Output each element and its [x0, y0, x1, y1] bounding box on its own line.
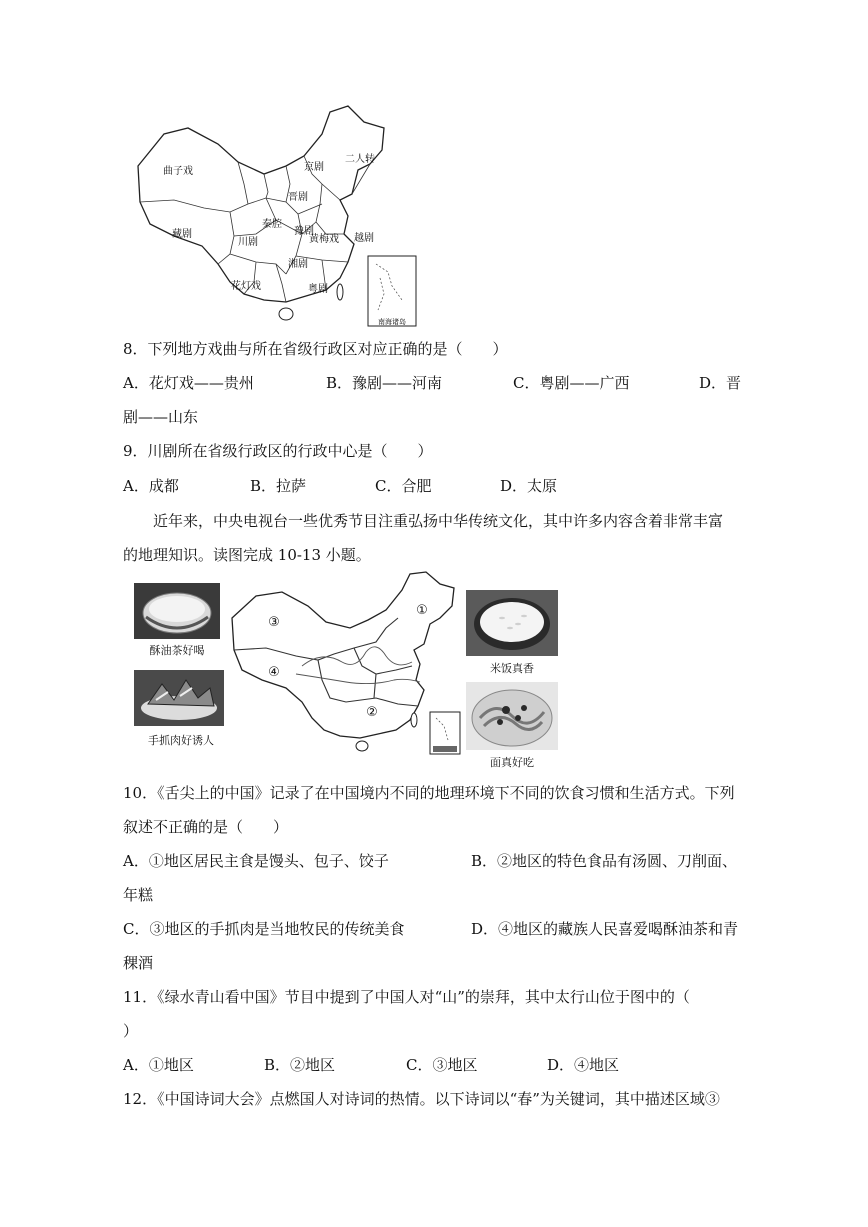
south-china-sea-inset: [368, 256, 416, 326]
label-qinqiang: 秦腔: [262, 219, 282, 230]
q10-option-d-wrap: 稞酒: [123, 954, 154, 972]
taiwan-island: [337, 284, 343, 300]
question-12-line-1: 12．《中国诗词大会》点燃国人对诗词的热情。以下诗词以“春”为关键词，其中描述区域③: [123, 1090, 720, 1108]
q9-option-a: A．成都: [123, 477, 179, 495]
q8-option-a: A．花灯戏——贵州: [123, 374, 254, 392]
q10-option-b-wrap: 年糕: [123, 886, 154, 904]
label-chuanju: 川剧: [238, 237, 258, 248]
label-jingju: 京剧: [304, 162, 324, 173]
q8-option-c: C．粤剧——广西: [513, 374, 630, 392]
label-errenzhuan: 二人转: [345, 154, 375, 165]
china-region-map: [226, 570, 466, 756]
q10-option-b: B．②地区的特色食品有汤圆、刀削面、: [471, 852, 738, 870]
rice-photo: [466, 590, 558, 656]
china-outline: [232, 572, 454, 738]
china-outline: [138, 106, 384, 302]
label-quzixi: 曲子戏: [163, 166, 193, 177]
q8-option-b: B．豫剧——河南: [326, 374, 443, 392]
question-11-line-1: 11．《绿水青山看中国》节目中提到了中国人对“山”的崇拜，其中太行山位于图中的（: [123, 988, 690, 1006]
hainan-island: [356, 741, 368, 751]
q11-option-c: C．③地区: [406, 1056, 478, 1074]
butter-tea-photo: [134, 583, 220, 639]
intro-line-2: 的地理知识。读图完成 10-13 小题。: [123, 546, 371, 564]
noodles-photo: [466, 682, 558, 750]
q11-option-b: B．②地区: [264, 1056, 336, 1074]
china-opera-map: [126, 104, 420, 330]
q9-option-c: C．合肥: [375, 477, 432, 495]
intro-line-1: 近年来，中央电视台一些优秀节目注重弘扬中华传统文化，其中许多内容含着非常丰富: [153, 512, 724, 530]
label-huangmeixi: 黄梅戏: [309, 234, 339, 245]
hand-grabbed-mutton-photo: [134, 670, 224, 726]
question-8-stem: 8．下列地方戏曲与所在省级行政区对应正确的是（ ）: [123, 340, 508, 358]
caption-mutton: 手抓肉好诱人: [148, 734, 214, 747]
question-10-line-2: 叙述不正确的是（ ）: [123, 818, 289, 836]
label-yueju-guangdong: 粤剧: [308, 284, 328, 295]
label-huadengxi: 花灯戏: [231, 281, 261, 292]
label-yueju-zhejiang: 越剧: [354, 233, 374, 244]
label-xiangju: 湘剧: [288, 259, 308, 270]
question-10-line-1: 10．《舌尖上的中国》记录了在中国境内不同的地理环境下不同的饮食习惯和生活方式。下列: [123, 784, 735, 802]
q11-option-d: D．④地区: [547, 1056, 620, 1074]
q10-option-d: D．④地区的藏族人民喜爱喝酥油茶和青: [471, 920, 739, 938]
caption-butter-tea: 酥油茶好喝: [149, 644, 205, 657]
q9-option-b: B．拉萨: [250, 477, 307, 495]
caption-noodles: 面真好吃: [490, 756, 534, 769]
label-zangju: 藏剧: [172, 229, 192, 240]
region-1-label: ①: [416, 603, 428, 618]
q11-option-a: A．①地区: [123, 1056, 194, 1074]
region-3-label: ③: [268, 615, 280, 630]
q10-option-c: C．③地区的手抓肉是当地牧民的传统美食: [123, 920, 405, 938]
q8-option-d: D．晋: [699, 374, 742, 392]
q8-option-d-wrap: 剧——山东: [123, 408, 199, 426]
question-11-line-2: ）: [123, 1022, 139, 1040]
label-jinju: 晋剧: [288, 192, 308, 203]
region-2-label: ②: [366, 705, 378, 720]
q9-option-d: D．太原: [500, 477, 558, 495]
svg-text:南海诸岛: 南海诸岛: [378, 318, 406, 326]
south-china-sea-inset: [430, 712, 460, 754]
taiwan-island: [411, 713, 417, 727]
label-yuju: 豫剧: [294, 226, 314, 237]
q10-option-a: A．①地区居民主食是馒头、包子、饺子: [123, 852, 389, 870]
question-9-stem: 9．川剧所在省级行政区的行政中心是（ ）: [123, 442, 433, 460]
region-4-label: ④: [268, 665, 280, 680]
hainan-island: [279, 308, 293, 320]
caption-rice: 米饭真香: [490, 662, 534, 675]
